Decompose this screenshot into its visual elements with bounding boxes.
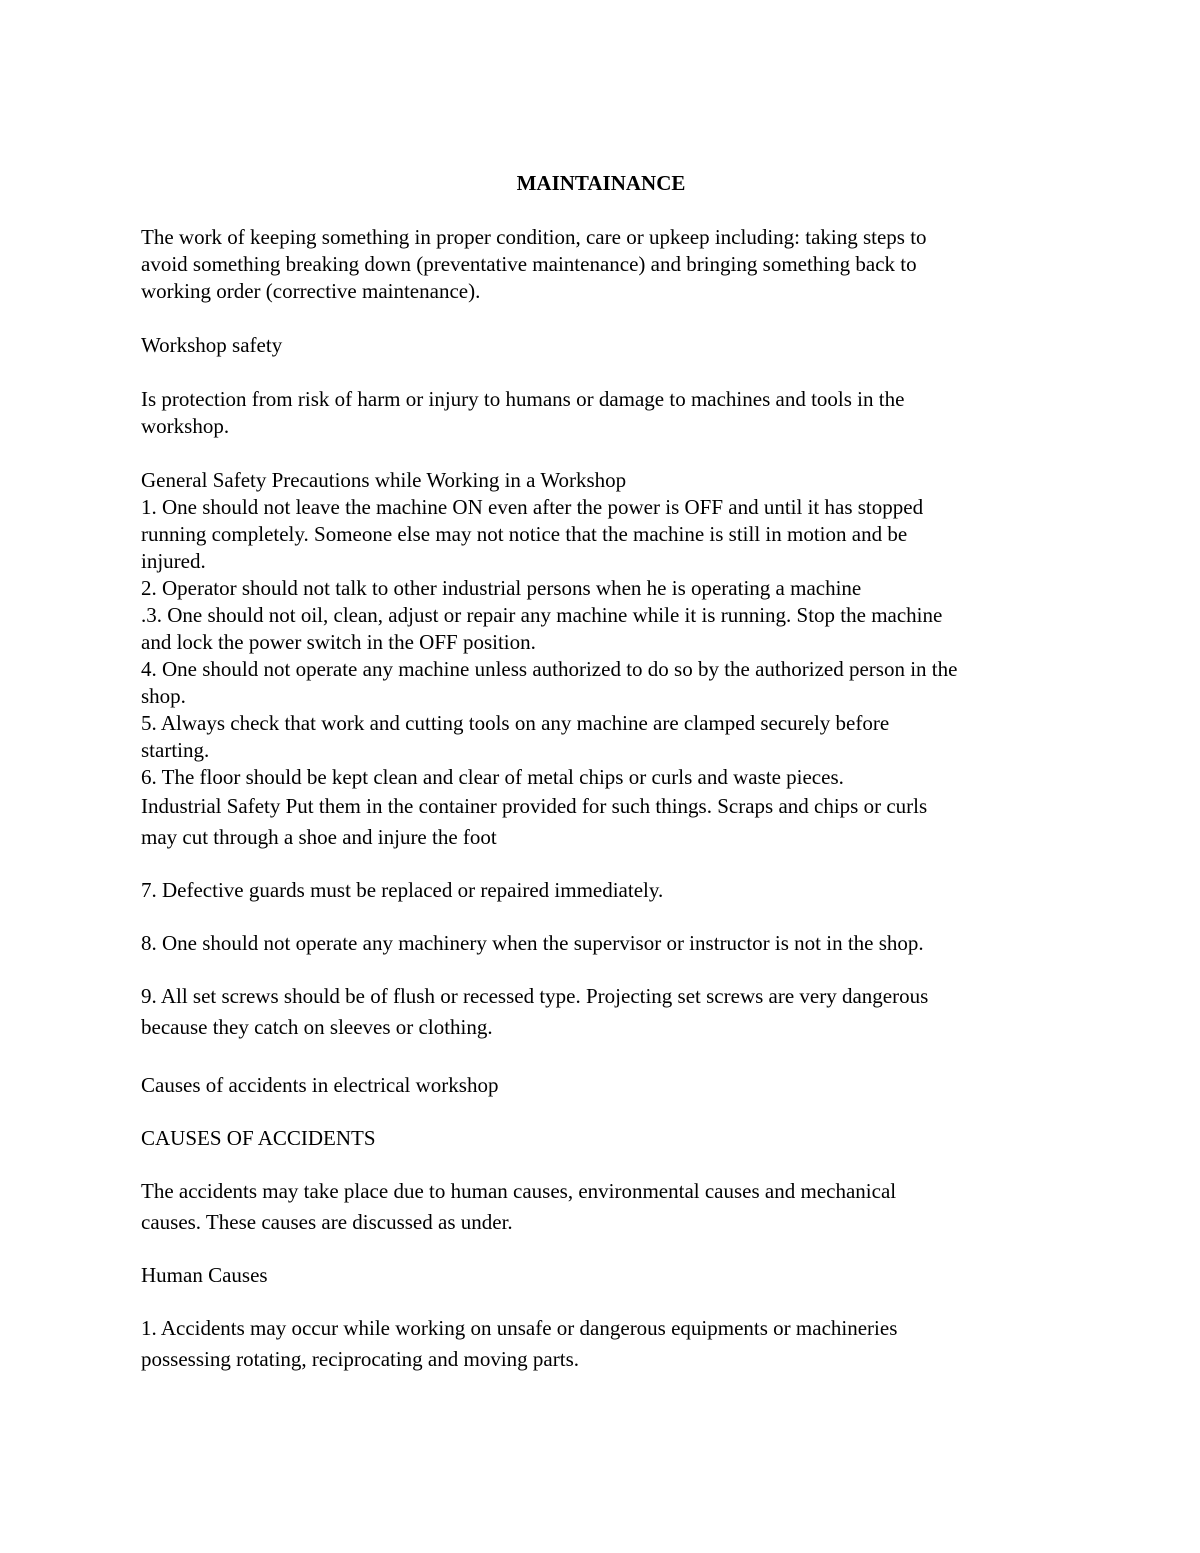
industrial-safety-note: Industrial Safety Put them in the container provided for such things. Scraps and chips or curls may cut through a shoe and injure the foot [141, 794, 928, 849]
precautions-heading: General Safety Precautions while Working in a Workshop [141, 468, 627, 492]
intro-paragraph: The work of keeping something in proper condition, care or upkeep including: taking steps to avoid something breaking down (preventative maintenance) and bringing something back to working order (corrective maintenance). [141, 225, 927, 303]
document-title: MAINTAINANCE [516, 171, 686, 195]
precaution-item-1: 1. One should not leave the machine ON even after the power is OFF and until it has stopped running completely. Someone else may not notice that the machine is still in motion and be injured. [141, 495, 924, 573]
workshop-safety-heading: Workshop safety [141, 333, 283, 357]
precaution-item-5: 5. Always check that work and cutting tools on any machine are clamped securely before starting. [141, 711, 890, 762]
precaution-item-7: 7. Defective guards must be replaced or repaired immediately. [141, 878, 664, 902]
precaution-item-9: 9. All set screws should be of flush or recessed type. Projecting set screws are very dangerous because they catch on sleeves or clothing. [141, 984, 929, 1039]
precaution-item-6: 6. The floor should be kept clean and clear of metal chips or curls and waste pieces. [141, 765, 844, 789]
human-cause-item-1: 1. Accidents may occur while working on unsafe or dangerous equipments or machineries possessing rotating, reciprocating and moving parts. [141, 1316, 898, 1371]
precaution-item-4: 4. One should not operate any machine unless authorized to do so by the authorized person in the shop. [141, 657, 958, 708]
workshop-safety-definition: Is protection from risk of harm or injury to humans or damage to machines and tools in the workshop. [141, 387, 905, 438]
causes-intro: The accidents may take place due to human causes, environmental causes and mechanical causes. These causes are discussed as under. [141, 1179, 897, 1234]
causes-heading: CAUSES OF ACCIDENTS [141, 1126, 376, 1150]
precaution-item-2: 2. Operator should not talk to other industrial persons when he is operating a machine [141, 576, 862, 600]
causes-electrical-heading: Causes of accidents in electrical workshop [141, 1073, 499, 1097]
precaution-item-3: .3. One should not oil, clean, adjust or repair any machine while it is running. Stop the machine and lock the power switch in the OFF position. [141, 603, 943, 654]
document-body [141, 170, 1071, 1375]
human-causes-heading: Human Causes [141, 1263, 268, 1287]
precautions-list [141, 494, 1071, 791]
precaution-item-8: 8. One should not operate any machinery when the supervisor or instructor is not in the shop. [141, 931, 924, 955]
